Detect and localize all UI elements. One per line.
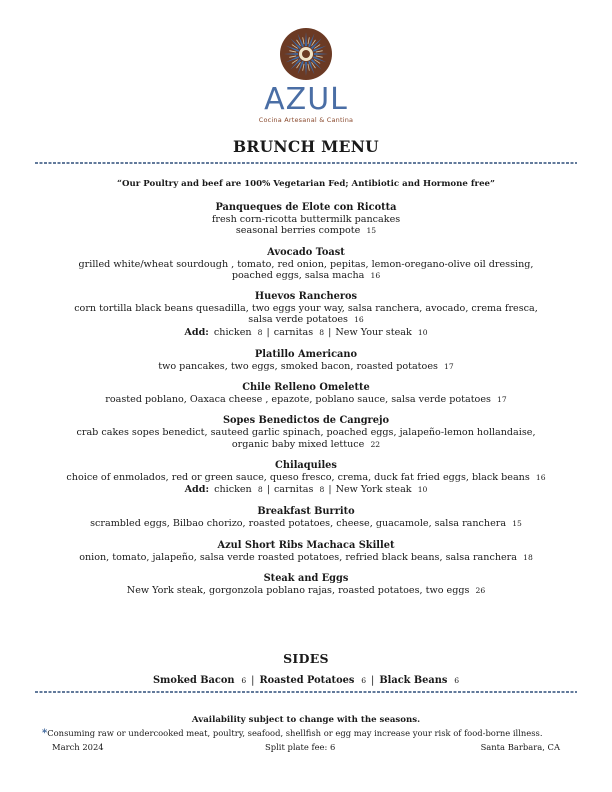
- addon-price: 8: [257, 485, 263, 495]
- side-price: 6: [361, 676, 367, 685]
- item-price: 16: [535, 472, 546, 482]
- item-name: Sopes Benedictos de Cangrejo: [222, 415, 390, 427]
- item-description-text: roasted poblano, Oaxaca cheese , epazote, poblano sauce, salsa verde potatoes: [105, 394, 491, 406]
- addon-separator: |: [266, 484, 270, 496]
- item-description: [40, 314, 572, 325]
- addon-price: 8: [319, 485, 325, 495]
- sides-separator: |: [371, 675, 375, 686]
- item-description-text: New York steak, gorgonzola poblano rajas, roasted potatoes, two eggs: [126, 584, 470, 596]
- item-description-text: salsa verde potatoes: [248, 314, 348, 326]
- item-name: Breakfast Burrito: [257, 506, 355, 518]
- item-description: [40, 270, 572, 281]
- item-price: 17: [497, 395, 507, 405]
- item-description: [40, 518, 572, 529]
- item-price: 22: [370, 439, 381, 449]
- side-name: Roasted Potatoes: [259, 675, 355, 686]
- item-description: [40, 225, 572, 236]
- item-description: [40, 361, 572, 372]
- item-description: [40, 439, 572, 450]
- item-name: Steak and Eggs: [263, 572, 349, 584]
- addon-name: carnitas: [273, 326, 314, 338]
- addon-price: 10: [417, 485, 428, 495]
- item-name: Platillo Americano: [254, 348, 358, 360]
- sides-separator: |: [251, 675, 255, 686]
- item-name: Panqueques de Elote con Ricotta: [215, 202, 397, 213]
- item-price: 18: [523, 552, 533, 562]
- advisory-text: Consuming raw or undercooked meat, poultry, seafood, shellfish or egg may increase your risk of food-borne illness.: [47, 728, 543, 738]
- item-addons: [40, 326, 572, 339]
- addon-separator: |: [328, 326, 332, 338]
- item-name: Avocado Toast: [267, 246, 345, 258]
- item-description-text: onion, tomato, jalapeño, salsa verde roasted potatoes, refried black beans, salsa ranchera: [79, 551, 517, 563]
- item-price: 15: [512, 519, 522, 529]
- sourcing-notice: “Our Poultry and beef are 100% Vegetarian Fed; Antibiotic and Hormone free”: [117, 179, 495, 189]
- addon-price: 10: [417, 327, 428, 337]
- footer-split-fee: Split plate fee: 6: [265, 742, 336, 752]
- addon-separator: |: [328, 484, 332, 496]
- item-description: [40, 472, 572, 483]
- item-name: Chile Relleno Omelette: [242, 382, 370, 394]
- menu-item: [40, 539, 572, 563]
- addon-name: New Your steak: [335, 326, 412, 338]
- item-price: 16: [370, 270, 381, 280]
- item-description-text: choice of enmolados, red or green sauce, queso fresco, crema, duck fat fried eggs, black beans: [66, 471, 530, 483]
- item-description: grilled white/wheat sourdough , tomato, red onion, pepitas, lemon-oregano-olive oil dressing,: [78, 258, 534, 270]
- brand-tagline: Cocina Artesanal & Cantina: [258, 116, 354, 124]
- addons-label: Add:: [184, 484, 210, 496]
- menu-title: BRUNCH MENU: [232, 137, 379, 156]
- sides-title: SIDES: [283, 651, 329, 666]
- side-name: Black Beans: [379, 675, 448, 686]
- availability-note: Availability subject to change with the seasons.: [191, 715, 421, 725]
- item-description-text: two pancakes, two eggs, smoked bacon, roasted potatoes: [158, 360, 438, 372]
- item-description-text: scrambled eggs, Bilbao chorizo, roasted potatoes, cheese, guacamole, salsa ranchera: [90, 518, 507, 530]
- menu-item: [40, 348, 572, 372]
- side-price: 6: [454, 676, 460, 685]
- addon-name: chicken: [214, 484, 252, 496]
- menu-items: [40, 201, 572, 605]
- item-name: Huevos Rancheros: [254, 291, 358, 303]
- addon-name: carnitas: [273, 484, 314, 496]
- item-description: fresh corn-ricotta buttermilk pancakes: [211, 214, 401, 225]
- consumer-advisory: [42, 728, 582, 739]
- sides-list: [0, 675, 612, 686]
- advisory-asterisk: *: [42, 728, 48, 739]
- item-price: 26: [475, 585, 486, 595]
- item-description: crab cakes sopes benedict, sauteed garlic spinach, poached eggs, jalapeño-lemon hollandaise,: [76, 427, 536, 439]
- divider-bottom: [35, 690, 577, 694]
- menu-item: [40, 290, 572, 339]
- addon-name: New York steak: [335, 484, 412, 496]
- menu-item: [40, 459, 572, 496]
- item-name: Chilaquiles: [275, 459, 337, 471]
- addon-price: 8: [257, 327, 263, 337]
- addons-label: Add:: [184, 326, 209, 338]
- item-description: [40, 585, 572, 596]
- menu-item: [40, 414, 572, 450]
- menu-item: [40, 505, 572, 529]
- footer-date: March 2024: [52, 742, 104, 752]
- item-description: [40, 552, 572, 563]
- item-description: corn tortilla black beans quesadilla, two eggs your way, salsa ranchera, avocado, crema fresca,: [74, 303, 538, 315]
- item-addons: [40, 483, 572, 496]
- menu-item: [40, 572, 572, 596]
- item-description-text: organic baby mixed lettuce: [231, 438, 365, 450]
- brand-name: AZUL: [264, 82, 348, 117]
- addon-separator: |: [266, 326, 270, 338]
- menu-item: [40, 246, 572, 282]
- item-price: 15: [366, 226, 377, 236]
- menu-item: [40, 381, 572, 405]
- menu-item: [40, 201, 572, 237]
- item-description: [40, 394, 572, 405]
- item-description-text: seasonal berries compote: [235, 225, 361, 237]
- side-name: Smoked Bacon: [152, 675, 235, 686]
- item-price: 17: [444, 361, 454, 371]
- logo: [0, 26, 612, 125]
- item-description-text: poached eggs, salsa macha: [231, 269, 365, 281]
- divider-top: [35, 161, 577, 165]
- addon-price: 8: [319, 327, 325, 337]
- footer-location: Santa Barbara, CA: [480, 742, 560, 752]
- item-price: 16: [354, 315, 364, 325]
- item-name: Azul Short Ribs Machaca Skillet: [217, 539, 395, 551]
- addon-name: chicken: [213, 326, 252, 338]
- side-price: 6: [241, 676, 247, 685]
- sun-logo-icon: [278, 26, 334, 82]
